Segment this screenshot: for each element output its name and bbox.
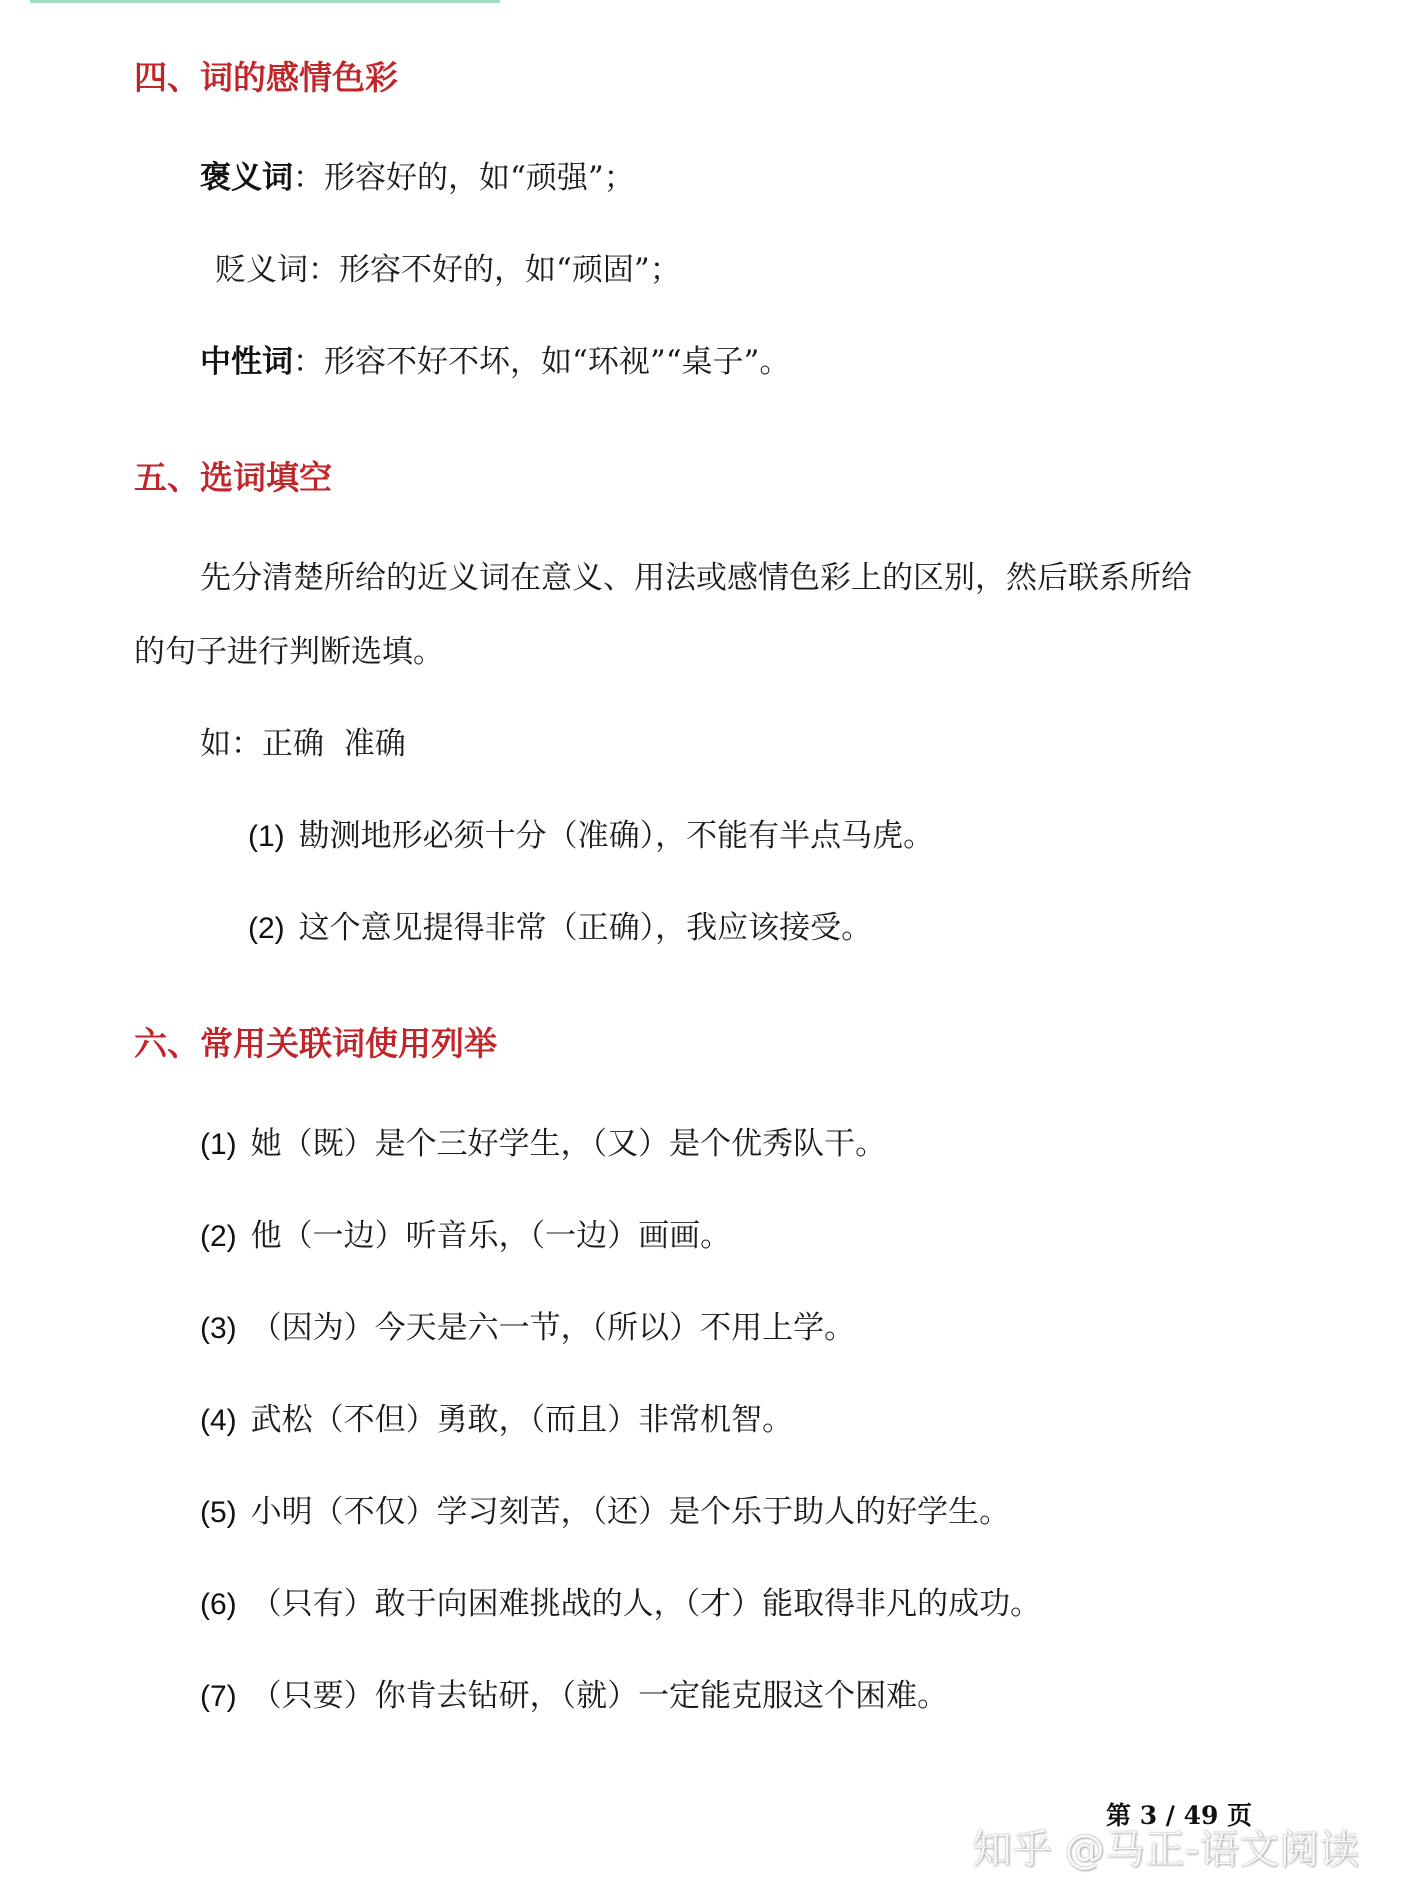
list-item-text: 他（一边）听音乐，（一边）画画。 [250, 1218, 732, 1254]
example-item [248, 908, 872, 949]
section5-paragraph-line1: 先分清楚所给的近义词在意义、用法或感情色彩上的区别，然后联系所给 [200, 560, 1192, 596]
example-item [248, 816, 934, 857]
list-item [200, 1308, 855, 1349]
derogatory-line: 贬义词：形容不好的，如“顽固”； [215, 252, 681, 288]
list-item-number: (7) [200, 1680, 237, 1713]
list-item-number: (3) [200, 1312, 237, 1345]
example-intro: 如：正确 准确 [200, 726, 406, 762]
example-text: 勘测地形必须十分（准确），不能有半点马虎。 [298, 818, 935, 854]
list-item-text: （只有）敢于向困难挑战的人，（才）能取得非凡的成功。 [250, 1586, 1042, 1622]
list-item-text: 她（既）是个三好学生，（又）是个优秀队干。 [250, 1126, 887, 1162]
list-item-text: 武松（不但）勇敢，（而且）非常机智。 [250, 1402, 794, 1438]
list-item [200, 1124, 886, 1165]
neutral-line [200, 342, 790, 382]
commendatory-text: ：形容好的，如“顽强”； [293, 160, 635, 196]
page-number: 第 3 / 49 页 [1106, 1801, 1253, 1830]
example-text: 这个意见提得非常（正确），我应该接受。 [298, 910, 873, 946]
heading-section-6: 六、常用关联词使用列举 [134, 1024, 497, 1063]
list-item-number: (1) [200, 1128, 237, 1161]
heading-section-5: 五、选词填空 [134, 458, 332, 497]
list-item [200, 1584, 1041, 1625]
heading-section-4: 四、词的感情色彩 [134, 58, 398, 97]
list-item [200, 1676, 948, 1717]
list-item-text: （因为）今天是六一节，（所以）不用上学。 [250, 1310, 856, 1346]
list-item-number: (2) [200, 1220, 237, 1253]
list-item [200, 1216, 731, 1257]
list-item [200, 1400, 793, 1441]
list-item-number: (5) [200, 1496, 237, 1529]
example-number: (1) [248, 820, 285, 853]
top-divider [30, 0, 500, 3]
watermark: 知乎 @马正-语文阅读 [972, 1827, 1360, 1873]
neutral-term: 中性词 [200, 344, 293, 380]
section5-paragraph-line2: 的句子进行判断选填。 [134, 634, 444, 670]
list-item-number: (6) [200, 1588, 237, 1621]
list-item-text: （只要）你肯去钻研，（就）一定能克服这个困难。 [250, 1678, 949, 1714]
list-item-text: 小明（不仅）学习刻苦，（还）是个乐于助人的好学生。 [250, 1494, 1011, 1530]
list-item-number: (4) [200, 1404, 237, 1437]
commendatory-term: 褒义词 [200, 160, 293, 196]
list-item [200, 1492, 1010, 1533]
example-number: (2) [248, 912, 285, 945]
neutral-text: ：形容不好不坏，如“环视”“桌子”。 [293, 344, 791, 380]
commendatory-line [200, 158, 635, 198]
